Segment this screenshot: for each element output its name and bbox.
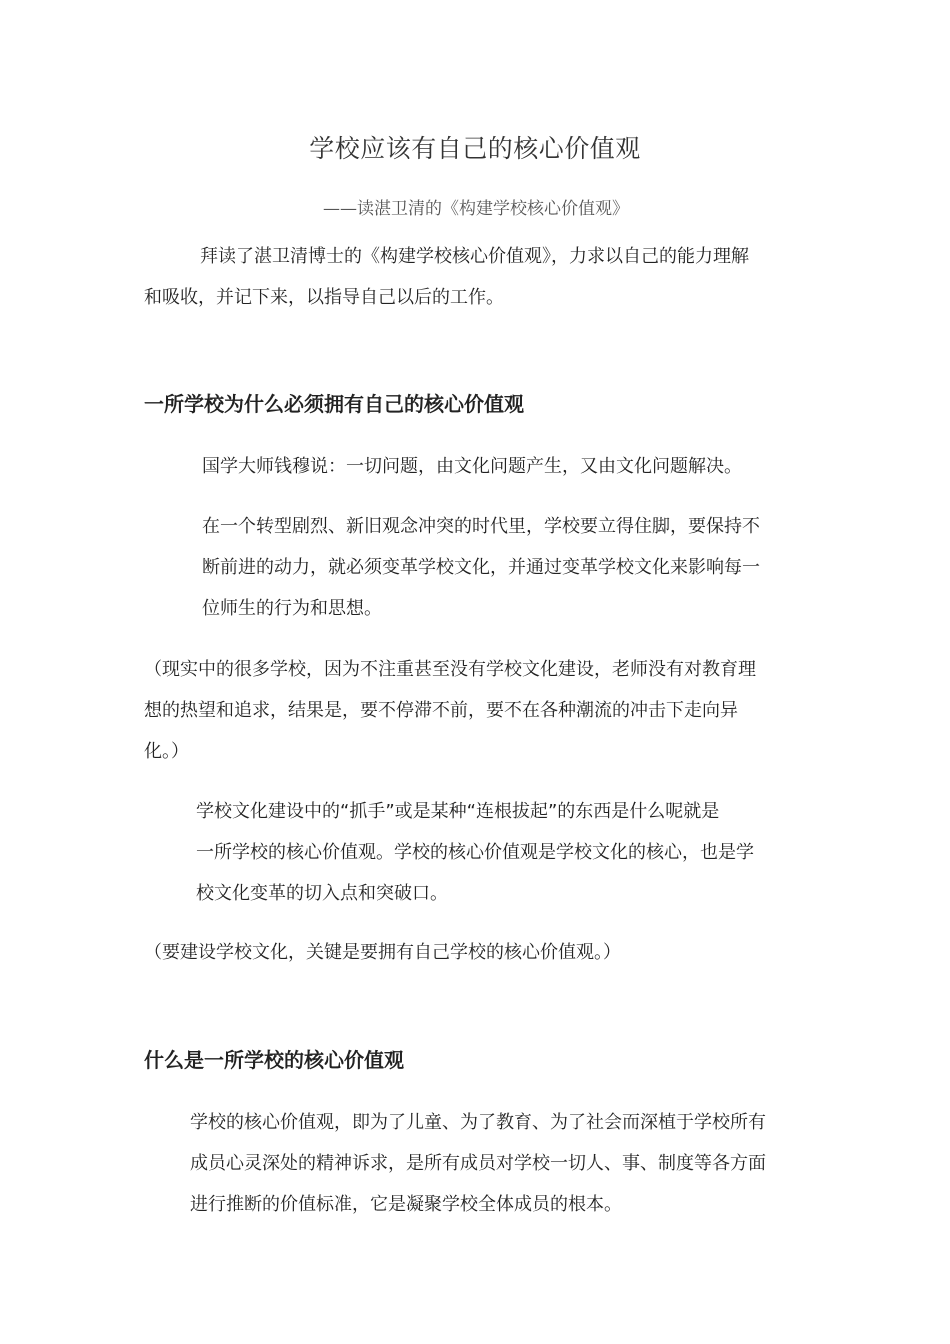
section1-note1-line-3: 化。） xyxy=(144,741,189,762)
document-title: 学校应该有自己的核心价值观 xyxy=(309,134,641,163)
section1-note-2 xyxy=(144,932,621,973)
section1-paragraph-1 xyxy=(202,506,760,629)
section1-para2-line-2: 一所学校的核心价值观。学校的核心价值观是学校文化的核心，也是学 xyxy=(196,842,754,863)
section1-heading: 一所学校为什么必须拥有自己的核心价值观 xyxy=(144,392,524,416)
document-subtitle: ——读湛卫清的《构建学校核心价值观》 xyxy=(323,199,629,219)
section2-paragraph-1 xyxy=(190,1102,766,1225)
intro-line-1: 拜读了湛卫清博士的《构建学校核心价值观》，力求以自己的能力理解 xyxy=(200,246,749,267)
section1-note-1 xyxy=(144,649,756,772)
section1-para1-line-1: 在一个转型剧烈、新旧观念冲突的时代里，学校要立得住脚，要保持不 xyxy=(202,516,760,537)
section2-para1-line-3: 进行推断的价值标准，它是凝聚学校全体成员的根本。 xyxy=(190,1194,622,1215)
section1-paragraph-2 xyxy=(196,791,754,914)
section1-para2-line-3: 校文化变革的切入点和突破口。 xyxy=(196,883,448,904)
intro-paragraph-continuation xyxy=(144,277,504,318)
section1-note2-line-1: （要建设学校文化，关键是要拥有自己学校的核心价值观。） xyxy=(144,942,621,963)
section2-para1-line-1: 学校的核心价值观，即为了儿童、为了教育、为了社会而深植于学校所有 xyxy=(190,1112,766,1133)
section1-quote-line-1: 国学大师钱穆说：一切问题，由文化问题产生，又由文化问题解决。 xyxy=(202,456,742,477)
section1-para2-line-1: 学校文化建设中的“抓手”或是某种“连根拔起”的东西是什么呢就是 xyxy=(196,801,720,822)
section2-para1-line-2: 成员心灵深处的精神诉求，是所有成员对学校一切人、事、制度等各方面 xyxy=(190,1153,766,1174)
section1-quote xyxy=(202,446,742,487)
section1-para1-line-3: 位师生的行为和思想。 xyxy=(202,598,382,619)
section1-para1-line-2: 断前进的动力，就必须变革学校文化，并通过变革学校文化来影响每一 xyxy=(202,557,760,578)
section2-heading: 什么是一所学校的核心价值观 xyxy=(144,1048,404,1072)
section1-note1-line-2: 想的热望和追求，结果是，要不停滞不前，要不在各种潮流的冲击下走向异 xyxy=(144,700,738,721)
intro-paragraph xyxy=(200,236,749,277)
intro-line-2: 和吸收，并记下来，以指导自己以后的工作。 xyxy=(144,287,504,308)
section1-note1-line-1: （现实中的很多学校，因为不注重甚至没有学校文化建设，老师没有对教育理 xyxy=(144,659,756,680)
